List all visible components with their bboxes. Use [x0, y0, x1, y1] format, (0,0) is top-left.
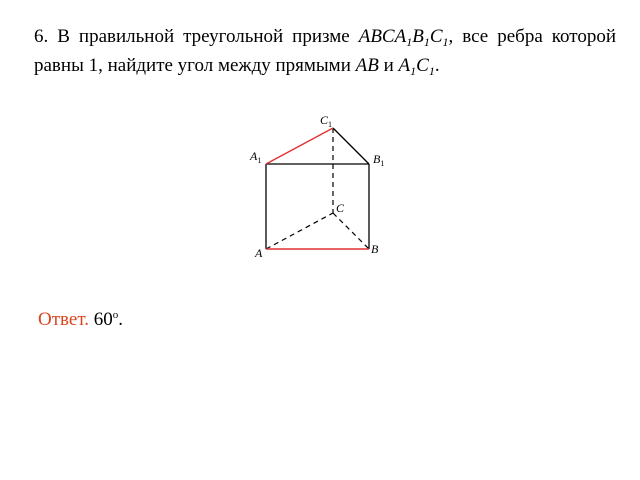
label-b: B	[371, 242, 379, 256]
label-a: A	[255, 246, 263, 260]
label-c1: $C_1$	[320, 113, 333, 129]
edge-a-c-hidden	[266, 213, 333, 249]
edge-c1-b1	[333, 128, 369, 164]
answer-value: 60$^o$.	[93, 309, 123, 330]
problem-statement: 6. В правильной треугольной призме $ABCA_1B_1C_1$, все ребра которой равны 1, найдите угол между прямыми AB и $A_1C_1$.	[34, 26, 616, 78]
answer-label: Ответ.	[38, 309, 89, 330]
edge-c-b-hidden	[333, 213, 369, 249]
edge-a1-c1-highlight	[266, 128, 333, 164]
line-ab: AB	[355, 55, 379, 76]
label-c: C	[336, 201, 345, 215]
label-a1: $A_1$	[250, 149, 262, 165]
problem-number: 6.	[34, 26, 49, 47]
degree-sign: o	[112, 309, 119, 321]
answer	[38, 309, 123, 331]
prism-name: $ABCA_1B_1C_1$	[358, 26, 449, 49]
label-b1: $B_1$	[373, 152, 385, 168]
line-a1c1: $A_1C_1$	[398, 55, 435, 78]
